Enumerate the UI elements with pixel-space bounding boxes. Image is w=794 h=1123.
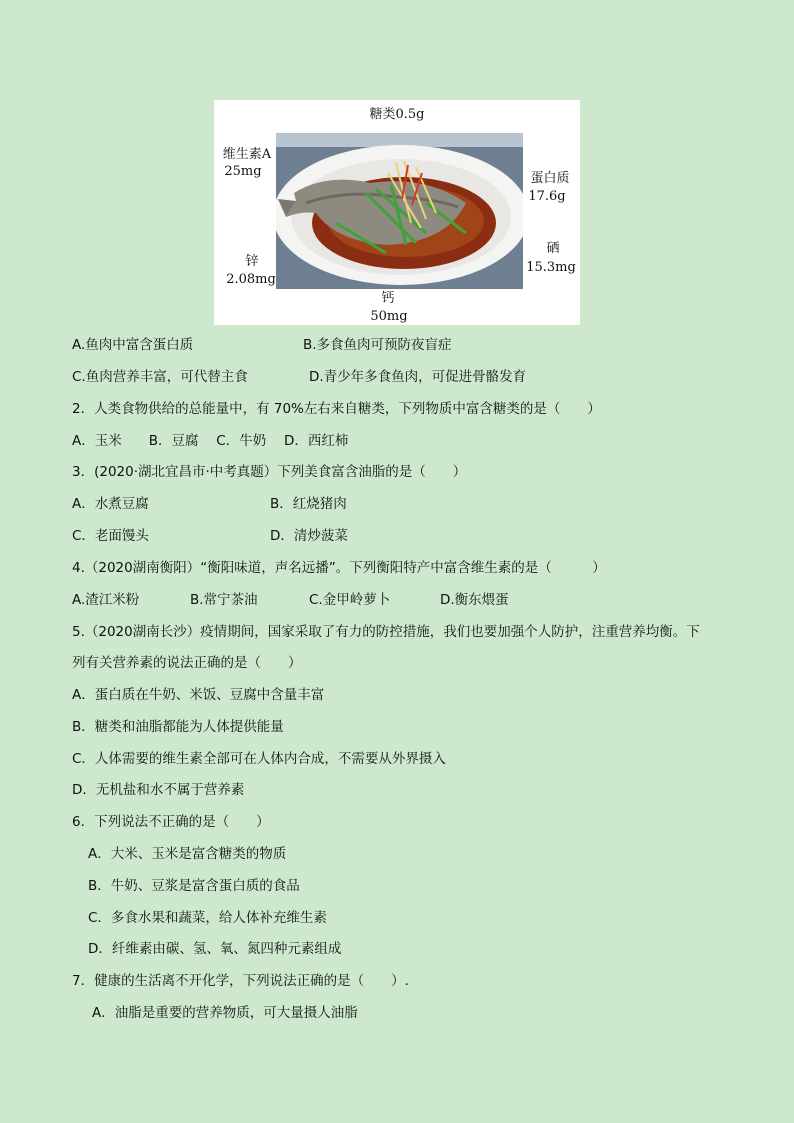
label-zinc-value: 2.08mg bbox=[226, 272, 276, 287]
q6-option-b: B．牛奶、豆浆是富含蛋白质的食品 bbox=[88, 878, 300, 894]
q2-stem: 2．人类食物供给的总能量中，有 70%左右来自糖类，下列物质中富含糖类的是（ ） bbox=[72, 401, 601, 417]
q6-option-d: D．纤维素由碳、氢、氧、氮四种元素组成 bbox=[88, 941, 342, 957]
q6-option-a: A．大米、玉米是富含糖类的物质 bbox=[88, 846, 287, 862]
q3-option-b: B．红烧猪肉 bbox=[270, 496, 347, 512]
q3-option-c: C．老面馒头 bbox=[72, 528, 149, 544]
steamed-fish-photo bbox=[276, 133, 523, 289]
q7-option-a: A．油脂是重要的营养物质，可大量摄人油脂 bbox=[92, 1005, 358, 1021]
q1-option-a: A.鱼肉中富含蛋白质 bbox=[72, 337, 194, 353]
q3-option-d: D．清炒菠菜 bbox=[270, 528, 348, 544]
label-vitamin-a-name: 维生素A bbox=[222, 147, 272, 162]
q4-option-c: C.金甲岭萝卜 bbox=[309, 592, 391, 608]
q1-option-b: B.多食鱼肉可预防夜盲症 bbox=[303, 337, 452, 353]
label-calcium-name: 钙 bbox=[381, 291, 395, 306]
q6-option-c: C．多食水果和蔬菜，给人体补充维生素 bbox=[88, 910, 327, 926]
q5-stem-line1: 5.（2020湖南长沙）疫情期间，国家采取了有力的防控措施，我们也要加强个人防护，注重营养均衡。下 bbox=[72, 624, 700, 640]
q5-stem-line2: 列有关营养素的说法正确的是（ ） bbox=[72, 655, 302, 671]
label-sugar: 糖类0.5g bbox=[369, 107, 425, 122]
q5-option-d: D．无机盐和水不属于营养素 bbox=[72, 782, 245, 798]
label-calcium-value: 50mg bbox=[370, 309, 408, 324]
label-protein-name: 蛋白质 bbox=[530, 171, 570, 186]
label-protein-value: 17.6g bbox=[528, 189, 566, 204]
label-zinc-name: 锌 bbox=[245, 254, 259, 269]
q6-stem: 6．下列说法不正确的是（ ） bbox=[72, 814, 270, 830]
label-selenium-name: 硒 bbox=[546, 241, 560, 256]
q1-option-d: D.青少年多食鱼肉，可促进骨骼发育 bbox=[309, 369, 527, 385]
label-vitamin-a-value: 25mg bbox=[224, 164, 262, 179]
q5-option-a: A．蛋白质在牛奶、米饭、豆腐中含量丰富 bbox=[72, 687, 325, 703]
q5-option-c: C．人体需要的维生素全部可在人体内合成，不需要从外界摄入 bbox=[72, 751, 446, 767]
q3-option-a: A．水煮豆腐 bbox=[72, 496, 149, 512]
q7-stem: 7．健康的生活离不开化学，下列说法正确的是（ ）. bbox=[72, 973, 409, 989]
q5-option-b: B．糖类和油脂都能为人体提供能量 bbox=[72, 719, 284, 735]
steamed-fish-illustration bbox=[276, 133, 523, 289]
label-selenium-value: 15.3mg bbox=[526, 260, 576, 275]
q4-option-b: B.常宁茶油 bbox=[190, 592, 258, 608]
q3-stem: 3．(2020·湖北宜昌市·中考真题）下列美食富含油脂的是（ ） bbox=[72, 464, 467, 480]
q4-stem: 4.（2020湖南衡阳）“衡阳味道，声名远播”。下列衡阳特产中富含维生素的是（ ） bbox=[72, 560, 606, 576]
q2-options: A．玉米 B．豆腐 C．牛奶 D．西红柿 bbox=[72, 433, 349, 449]
fish-nutrition-figure bbox=[214, 100, 580, 325]
q1-option-c: C.鱼肉营养丰富，可代替主食 bbox=[72, 369, 248, 385]
q4-option-a: A.渣江米粉 bbox=[72, 592, 140, 608]
q4-option-d: D.衡东煨蛋 bbox=[440, 592, 509, 608]
